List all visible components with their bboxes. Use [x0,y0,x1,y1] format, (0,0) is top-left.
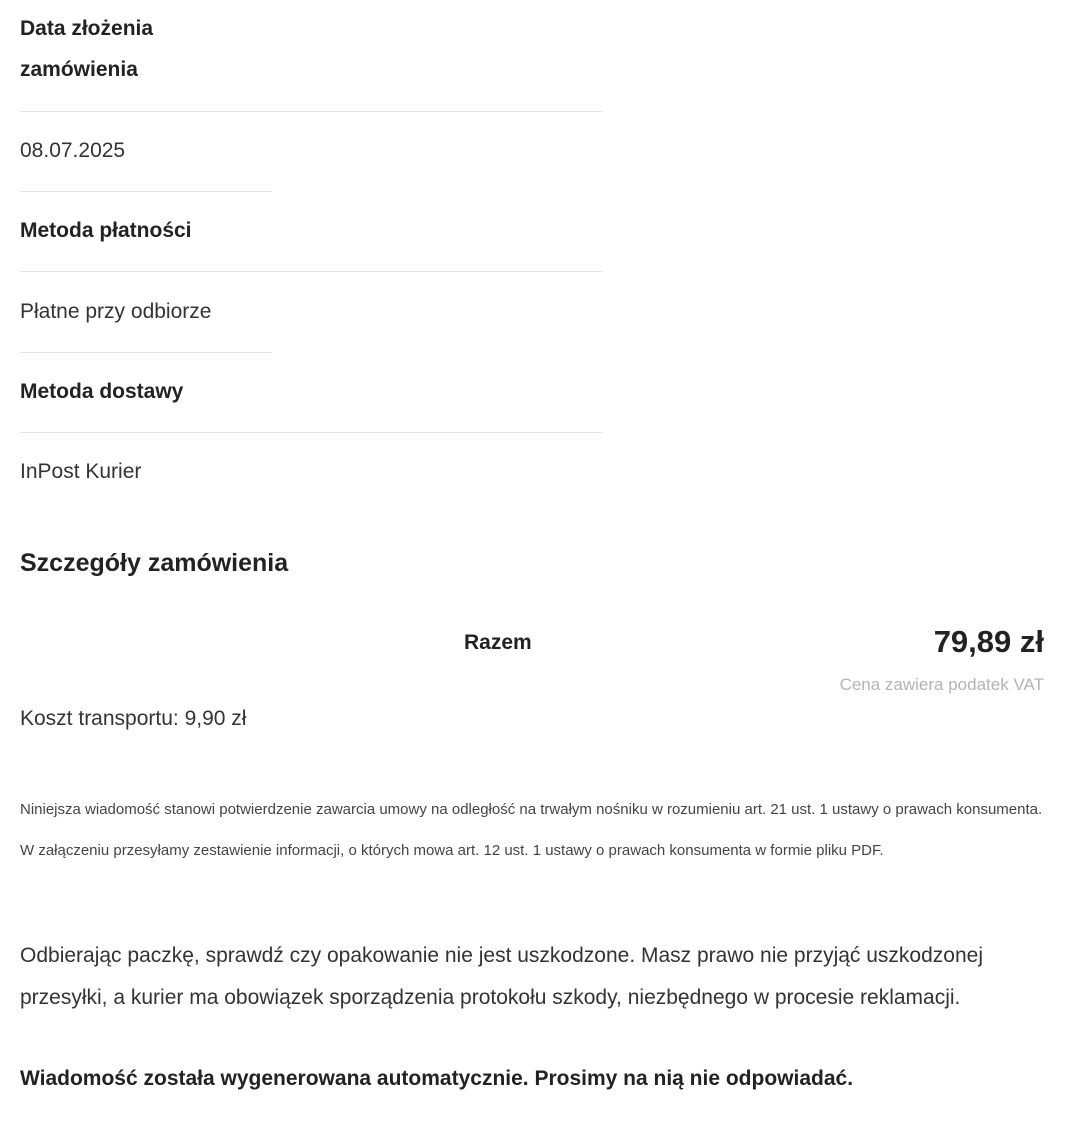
divider [20,432,603,433]
order-date-value: 08.07.2025 [20,139,126,162]
divider [20,191,272,192]
legal-notice: Niniejsza wiadomość stanowi potwierdzenie zawarcia umowy na odległość na trwałym nośniku w rozumieniu art. 21 ust. 1 ustawy o prawach konsumenta. W załączeniu przesyłamy zestawienie informacji, o których mowa art. 12 ust. 1 ustawy o prawach konsumenta w formie pliku PDF. [20,801,1043,859]
shipping-cost: Koszt transportu: 9,90 zł [20,707,247,730]
package-inspection-info: Odbierając paczkę, sprawdź czy opakowanie nie jest uszkodzone. Masz prawo nie przyjąć uszkodzonej przesyłki, a kurier ma obowiązek sporządzenia protokołu szkody, niezbędnego w procesie reklamacji. [20,944,983,1009]
payment-method-label: Metoda płatności [20,219,192,242]
payment-method-value: Płatne przy odbiorze [20,300,212,323]
order-date-label: Data złożenia zamówienia [20,17,154,81]
divider [20,352,272,353]
order-details-title: Szczegóły zamówienia [20,549,289,577]
delivery-method-label: Metoda dostawy [20,380,184,403]
auto-message-note: Wiadomość została wygenerowana automatycznie. Prosimy na nią nie odpowiadać. [20,1067,854,1090]
total-amount: 79,89 zł [933,624,1044,659]
divider [20,111,603,112]
total-label: Razem [464,631,532,654]
vat-note: Cena zawiera podatek VAT [839,675,1044,694]
delivery-method-value: InPost Kurier [20,460,142,483]
divider [20,271,603,272]
